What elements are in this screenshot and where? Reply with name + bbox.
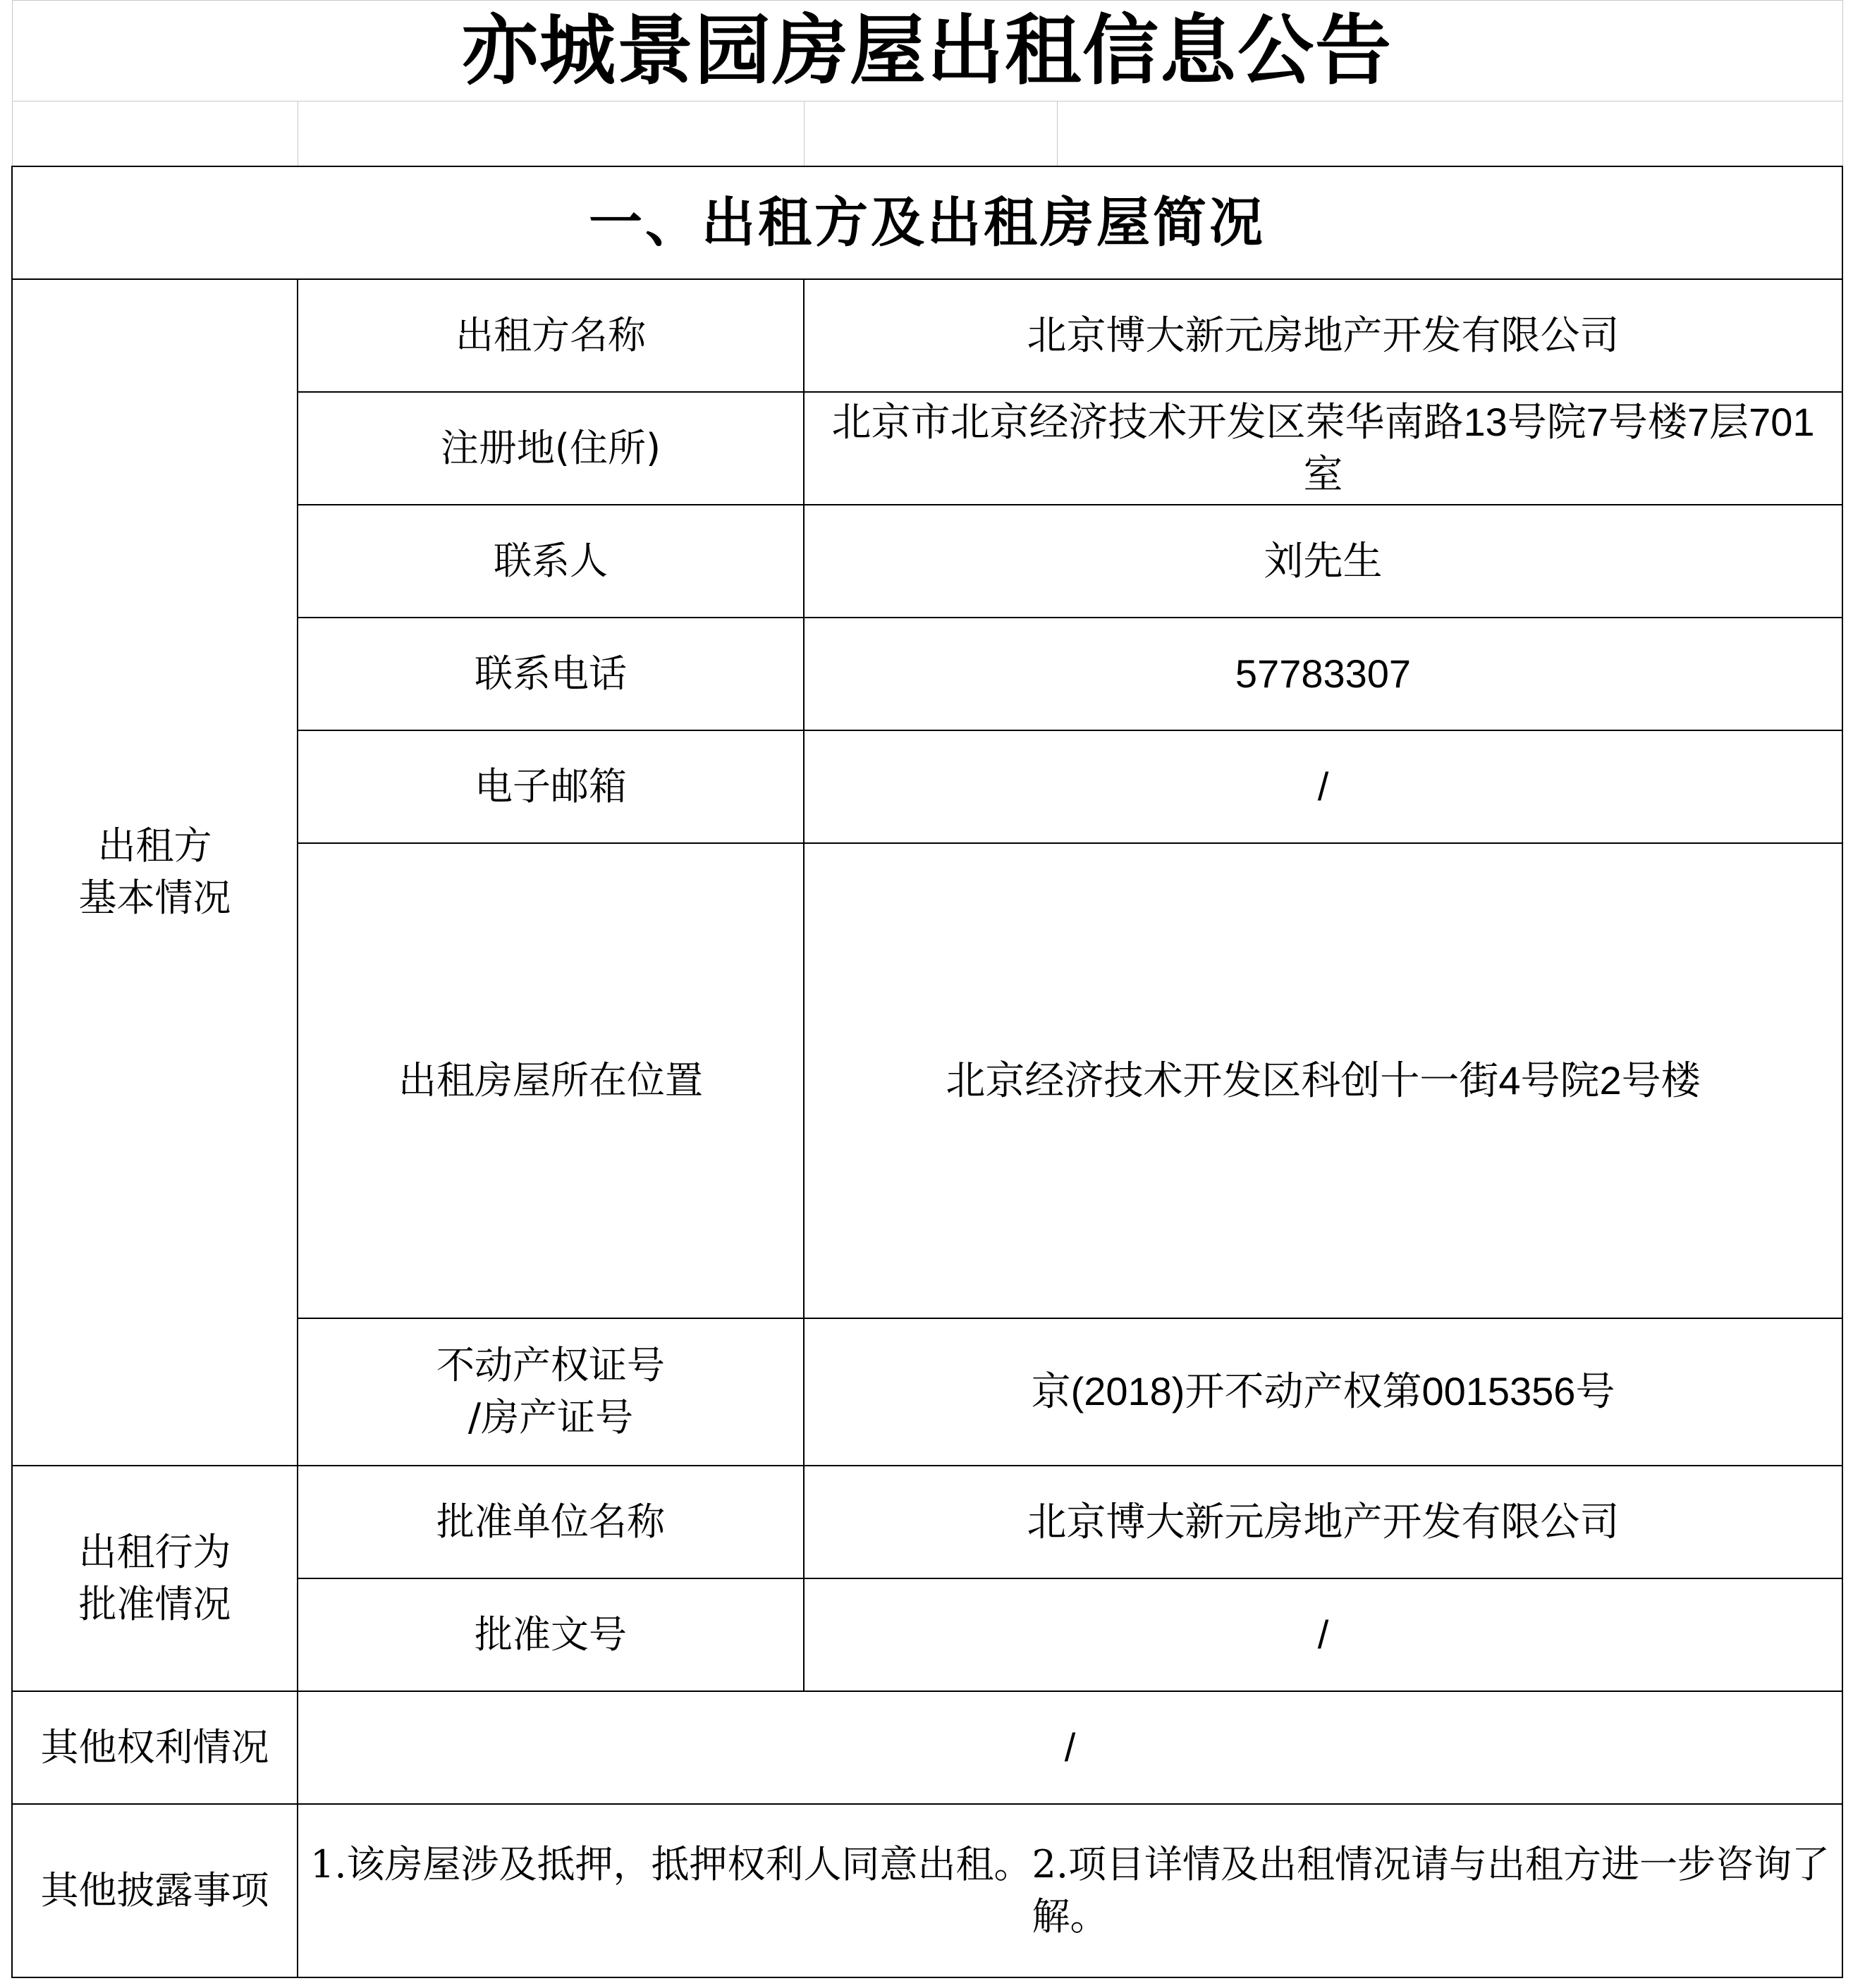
lessor-group-label <box>12 279 298 1466</box>
field-value-property-location: 北京经济技术开发区科创十一街4号院2号楼 <box>804 843 1842 1318</box>
field-value-approval-number: / <box>804 1578 1842 1691</box>
approval-group-label-line2: 批准情况 <box>78 1581 231 1626</box>
blank-cell <box>1057 102 1842 166</box>
field-label-property-certificate-line2: /房产证号 <box>467 1395 634 1440</box>
field-label-property-certificate-line1: 不动产权证号 <box>436 1343 665 1387</box>
field-value-other-disclosures: 1.该房屋涉及抵押，抵押权利人同意出租。2.项目详情及出租情况请与出租方进一步咨询了解。 <box>298 1804 1842 1977</box>
section-title: 一、出租方及出租房屋简况 <box>12 166 1842 279</box>
lessor-group-label-line2: 基本情况 <box>78 876 231 920</box>
field-label-email: 电子邮箱 <box>298 730 804 843</box>
field-value-contact-person: 刘先生 <box>804 505 1842 618</box>
lessor-group-label-line1: 出租方 <box>97 823 212 868</box>
approval-group-label <box>12 1466 298 1691</box>
field-label-other-disclosures: 其他披露事项 <box>12 1804 298 1977</box>
field-label-other-rights: 其他权利情况 <box>12 1691 298 1804</box>
field-value-property-certificate: 京(2018)开不动产权第0015356号 <box>804 1318 1842 1466</box>
rental-notice-table <box>11 0 1843 1978</box>
field-value-registered-address: 北京市北京经济技术开发区荣华南路13号院7号楼7层701室 <box>804 392 1842 505</box>
field-value-phone: 57783307 <box>804 618 1842 730</box>
field-value-lessor-name: 北京博大新元房地产开发有限公司 <box>804 279 1842 392</box>
field-label-approval-unit: 批准单位名称 <box>298 1466 804 1578</box>
field-label-lessor-name: 出租方名称 <box>298 279 804 392</box>
field-label-property-certificate <box>298 1318 804 1466</box>
field-label-registered-address: 注册地(住所) <box>298 392 804 505</box>
field-label-phone: 联系电话 <box>298 618 804 730</box>
field-label-approval-number: 批准文号 <box>298 1578 804 1691</box>
page-title: 亦城景园房屋出租信息公告 <box>12 1 1842 102</box>
blank-cell <box>298 102 804 166</box>
field-label-property-location: 出租房屋所在位置 <box>298 843 804 1318</box>
field-label-contact-person: 联系人 <box>298 505 804 618</box>
blank-cell <box>12 102 298 166</box>
field-value-email: / <box>804 730 1842 843</box>
blank-cell <box>804 102 1057 166</box>
field-value-approval-unit: 北京博大新元房地产开发有限公司 <box>804 1466 1842 1578</box>
field-value-other-rights: / <box>298 1691 1842 1804</box>
approval-group-label-line1: 出租行为 <box>78 1529 231 1574</box>
